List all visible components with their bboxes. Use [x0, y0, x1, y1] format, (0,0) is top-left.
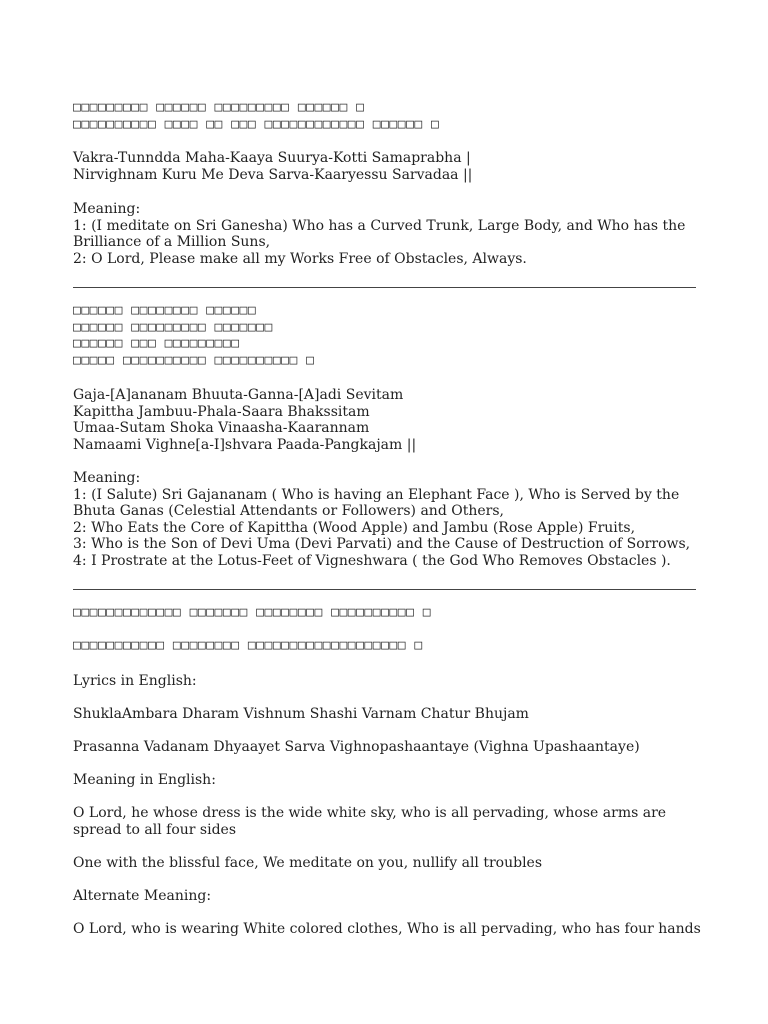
alternate-meaning-para [73, 921, 701, 938]
meaning-line: 3: Who is the Son of Devi Uma (Devi Parvati) and the Cause of Destruction of Sorrows, [73, 536, 691, 552]
translit-line: Gaja-[A]ananam Bhuuta-Ganna-[A]adi Sevitam [73, 387, 404, 403]
script-line: □□□□□□□□□ □□□□□□ □□□□□□□□□ □□□□□□ □ [73, 100, 365, 115]
meaning-label: Meaning: [73, 201, 141, 217]
script-line: □□□□□ □□□□□□□□□□ □□□□□□□□□□ □ [73, 352, 315, 368]
meaning-heading: Meaning in English: [73, 772, 216, 788]
verse2-transliteration [73, 387, 693, 453]
script-line: □□□□□□ □□□□□□□□ □□□□□□ [73, 303, 257, 318]
script-line: □□□□□□□□□□□□□ □□□□□□□ □□□□□□□□ □□□□□□□□□□ □ [73, 605, 432, 620]
alternate-text: O Lord, who is wearing White colored clothes, Who is all pervading, who has four hands [73, 921, 701, 937]
verse1-meaning [73, 201, 693, 267]
script-line: □□□□□□□□□□□ □□□□□□□□ □□□□□□□□□□□□□□□□□□□ □ [73, 638, 423, 653]
verse2-meaning [73, 470, 693, 569]
lyrics-text: ShuklaAmbara Dharam Vishnum Shashi Varnam Chatur Bhujam [73, 706, 529, 722]
meaning-line: 4: I Prostrate at the Lotus-Feet of Vigneshwara ( the God Who Removes Obstacles ). [73, 552, 671, 569]
meaning-label: Meaning: [73, 470, 141, 486]
verse3-script-line2 [73, 638, 693, 655]
meaning-line: 2: Who Eats the Core of Kapittha (Wood Apple) and Jambu (Rose Apple) Fruits, [73, 519, 636, 536]
divider [73, 287, 696, 288]
alternate-meaning-label [73, 888, 693, 905]
meaning-text: O Lord, he whose dress is the wide white sky, who is all pervading, whose arms are spread to all four sides [73, 805, 667, 838]
script-line: □□□□□□ □□□□□□□□□ □□□□□□□ [73, 319, 273, 335]
verse1-script [73, 100, 693, 133]
lyrics-heading: Lyrics in English: [73, 673, 197, 689]
translit-line: Umaa-Sutam Shoka Vinaasha-Kaarannam [73, 420, 370, 436]
meaning-label [73, 772, 693, 789]
divider [73, 589, 696, 590]
translit-line: Kapittha Jambuu-Phala-Saara Bhakssitam [73, 403, 370, 420]
verse3-script-line1 [73, 605, 693, 622]
lyrics-text: Prasanna Vadanam Dhyaayet Sarva Vighnopashaantaye (Vighna Upashaantaye) [73, 739, 640, 755]
verse2-script [73, 303, 693, 369]
script-line: □□□□□□□□□□ □□□□ □□ □□□ □□□□□□□□□□□□ □□□□□□ □ [73, 116, 440, 132]
translit-line: Vakra-Tunndda Maha-Kaaya Suurya-Kotti Samaprabha | [73, 150, 471, 166]
alternate-heading: Alternate Meaning: [73, 888, 212, 904]
script-line: □□□□□□ □□□ □□□□□□□□□ [73, 336, 240, 351]
lyrics-line-2 [73, 739, 693, 756]
meaning-para-1 [73, 805, 693, 838]
meaning-text: One with the blissful face, We meditate on you, nullify all troubles [73, 855, 543, 871]
translit-line: Namaami Vighne[a-I]shvara Paada-Pangkajam || [73, 436, 417, 453]
verse1-transliteration [73, 150, 693, 183]
lyrics-line-1 [73, 706, 693, 723]
translit-line: Nirvighnam Kuru Me Deva Sarva-Kaaryessu Sarvadaa || [73, 166, 473, 183]
meaning-line: 1: (I meditate on Sri Ganesha) Who has a Curved Trunk, Large Body, and Who has the Brilliance of a Million Suns, [73, 217, 686, 250]
meaning-para-2 [73, 855, 693, 872]
meaning-line: 1: (I Salute) Sri Gajananam ( Who is having an Elephant Face ), Who is Served by the Bhuta Ganas (Celestial Attendants or Followers) and Others, [73, 486, 680, 519]
lyrics-label [73, 673, 693, 690]
meaning-line: 2: O Lord, Please make all my Works Free of Obstacles, Always. [73, 250, 527, 267]
